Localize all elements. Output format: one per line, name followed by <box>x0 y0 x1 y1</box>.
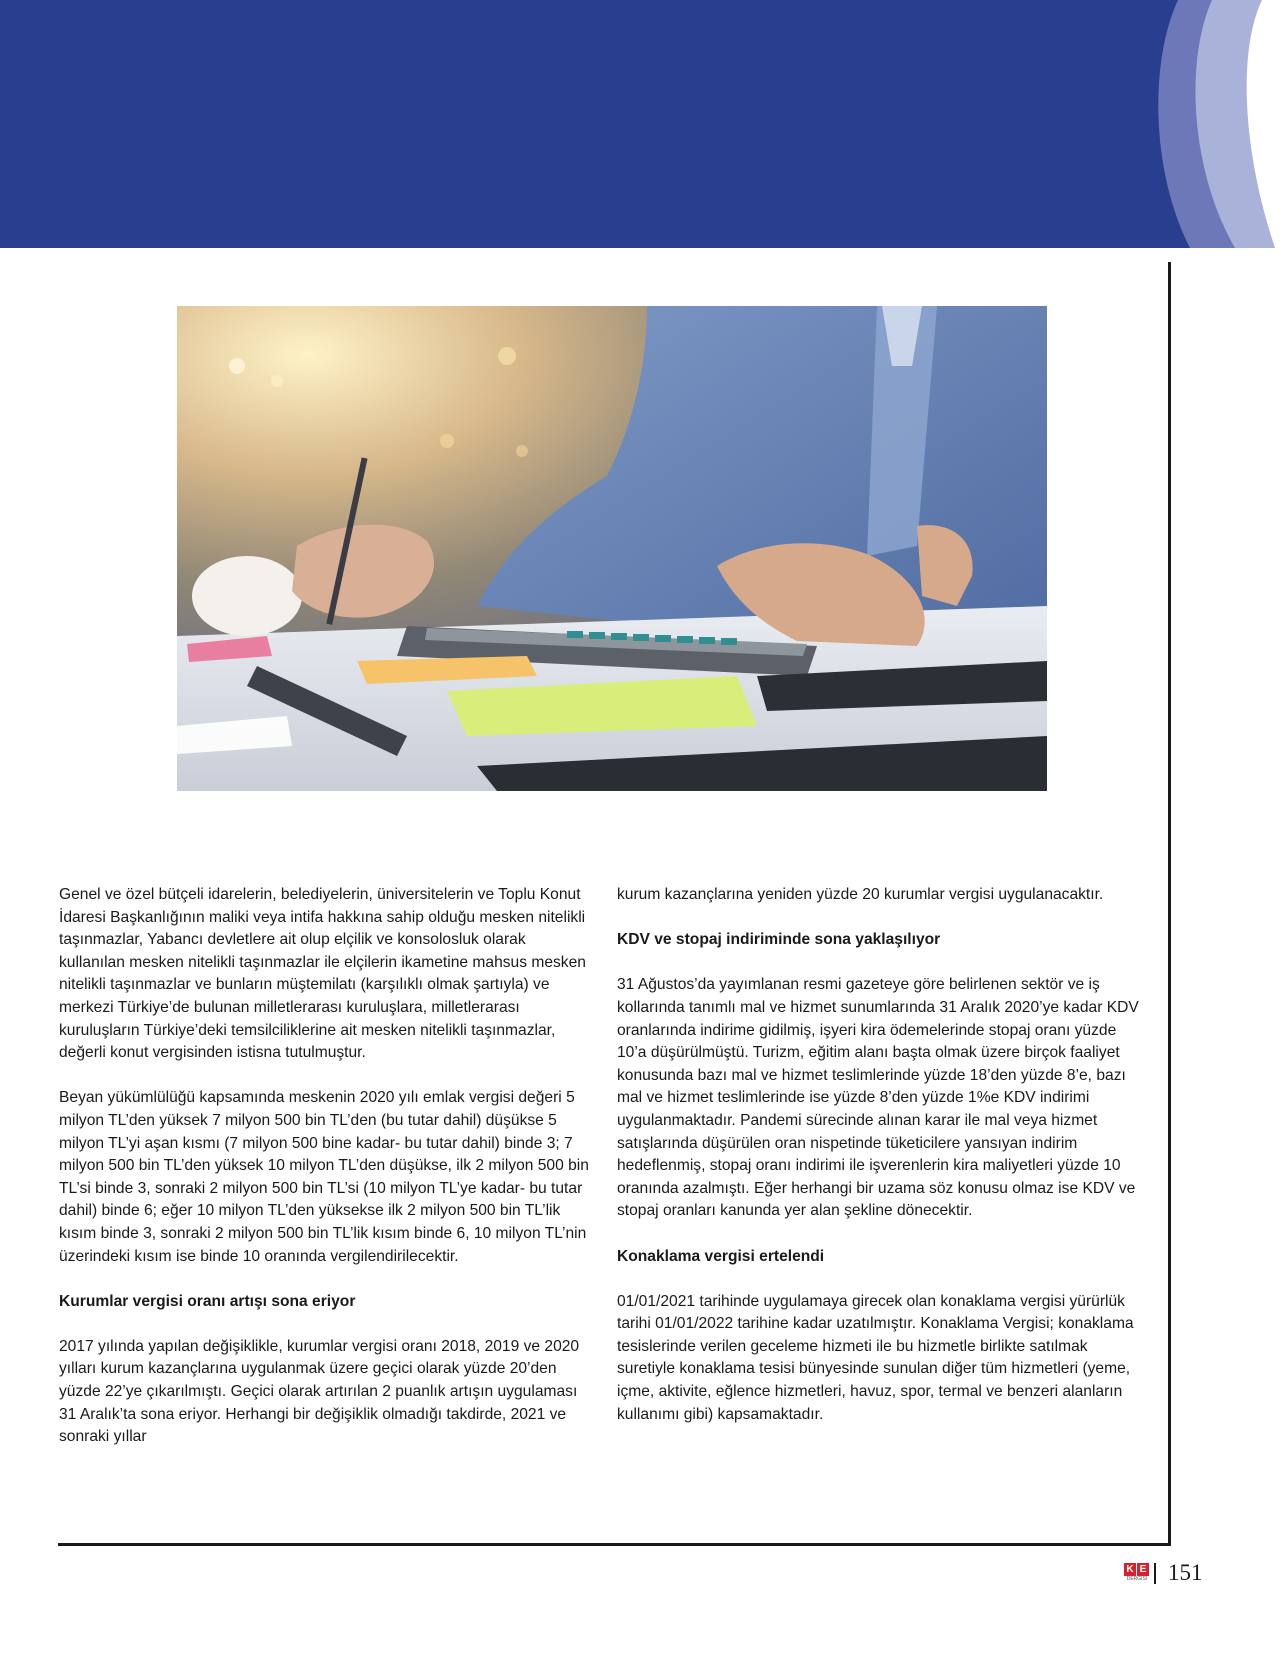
logo-letter: E <box>1137 1563 1149 1576</box>
footer-separator <box>1154 1563 1156 1584</box>
page-number: 151 <box>1168 1560 1203 1585</box>
logo-letter: K <box>1124 1563 1136 1576</box>
page-frame-right-rule <box>1168 262 1171 1546</box>
paragraph: Genel ve özel bütçeli idarelerin, belediyelerin, üniversitelerin ve Toplu Konut İdaresi Başkanlığının maliki veya intifa hakkına sahip olduğu mesken nitelikli taşınmazlar, Yabancı devletlere ait olup elçilik ve konsolosluk olarak kullanılan mesken nitelikli taşınmazlar ile elçilerin ikametine mahsus mesken nitelikli taşınmazlar ve bunların müştemilatı (karşılıklı olmak şartıyla) ve merkezi Türkiye’de bulunan milletlerarası kuruluşlara, milletlerarası kuruluşların Türkiye’deki temsilciliklerine ait mesken nitelikli taşınmazlar, değerli konut vergisinden istisna tutulmuştur. <box>59 886 586 1062</box>
article-left-column <box>59 884 589 1471</box>
article-right-column <box>617 884 1147 1449</box>
header-banner <box>0 0 1287 248</box>
paragraph: Beyan yükümlülüğü kapsamında meskenin 2020 yılı emlak vergisi değeri 5 milyon TL’den yüksek 7 milyon 500 bin TL’den (bu tutar dahil) düşükse 5 milyon TL’yi aşan kısmı (7 milyon 500 bine kadar- bu tutar dahil) binde 3; 7 milyon 500 bin TL’den yüksek 10 milyon TL’den düşükse, ilk 2 milyon 500 bin TL’si binde 3, sonraki 2 milyon 500 bin TL’si (10 milyon TL’ye kadar- bu tutar dahil) binde 6; eğer 10 milyon TL’den yüksekse ilk 2 milyon 500 bin TL’lik kısım binde 3, sonraki 2 milyon 500 bin TL’lik kısım binde 6, 10 milyon TL’nin üzerindeki kısım ise binde 10 oranında vergilendirilecektir. <box>59 1089 589 1265</box>
section-heading: Kurumlar vergisi oranı artışı sona eriyor <box>59 1292 356 1310</box>
magazine-logo <box>1124 1563 1150 1585</box>
logo-subtitle: DERGİSİ <box>1126 1576 1148 1582</box>
paragraph: kurum kazançlarına yeniden yüzde 20 kurumlar vergisi uygulanacaktır. <box>617 886 1104 903</box>
section-heading: Konaklama vergisi ertelendi <box>617 1247 825 1265</box>
business-calculator-photo <box>177 306 1047 791</box>
paragraph: 31 Ağustos’da yayımlanan resmi gazeteye göre belirlenen sektör ve iş kollarında tanımlı mal ve hizmet sunumlarında 31 Aralık 2020’ye kadar KDV oranlarında indirime gidilmiş, işyeri kira ödemelerinde stopaj oranı yüzde 10’a düşürülmüştü. Turizm, eğitim alanı başta olmak üzere birçok faaliyet konusunda bazı mal ve hizmet teslimlerinde yüzde 18’den yüzde 8’e, bazı mal ve hizmet teslimlerinde ise yüzde 8’den yüzde 1%e KDV indirimi uygulanmaktadır. Pandemi sürecinde alınan karar ile mal veya hizmet satışlarında düşürülen oran nispetinde tüketicilere yansıyan indirim hedeflenmiş, stopaj oranı indirimi ile işverenlerin kira maliyetleri yüzde 10 oranında azalmıştı. Eğer herhangi bir uzama söz konusu olmaz ise KDV ve stopaj oranları kanunda yer alan şekline dönecektir. <box>617 976 1139 1220</box>
page-frame-bottom-rule <box>58 1543 1171 1546</box>
section-heading: KDV ve stopaj indiriminde sona yaklaşılıyor <box>617 931 941 949</box>
banner-swoosh-graphic <box>0 0 1287 248</box>
paragraph: 2017 yılında yapılan değişiklikle, kurumlar vergisi oranı 2018, 2019 ve 2020 yılları kurum kazançlarına uygulanmak üzere geçici olarak yüzde 20’den yüzde 22’ye çıkarılmıştı. Geçici olarak artırılan 2 puanlık artışın uygulaması 31 Aralık’ta sona eriyor. Herhangi bir değişiklik olmadığı takdirde, 2021 ve sonraki yıllar <box>59 1337 580 1446</box>
paragraph: 01/01/2021 tarihinde uygulamaya girecek olan konaklama vergisi yürürlük tarihi 01/01/2022 tarihine kadar uzatılmıştır. Konaklama Vergisi; konaklama tesislerinde verilen geceleme hizmeti ile bu hizmetle birlikte satılmak suretiyle konaklama tesisi bünyesinde sunulan diğer tüm hizmetleri (yeme, içme, aktivite, eğlence hizmetleri, havuz, spor, termal ve benzeri alanların kullanımı gibi) kapsamaktadır. <box>617 1292 1134 1423</box>
